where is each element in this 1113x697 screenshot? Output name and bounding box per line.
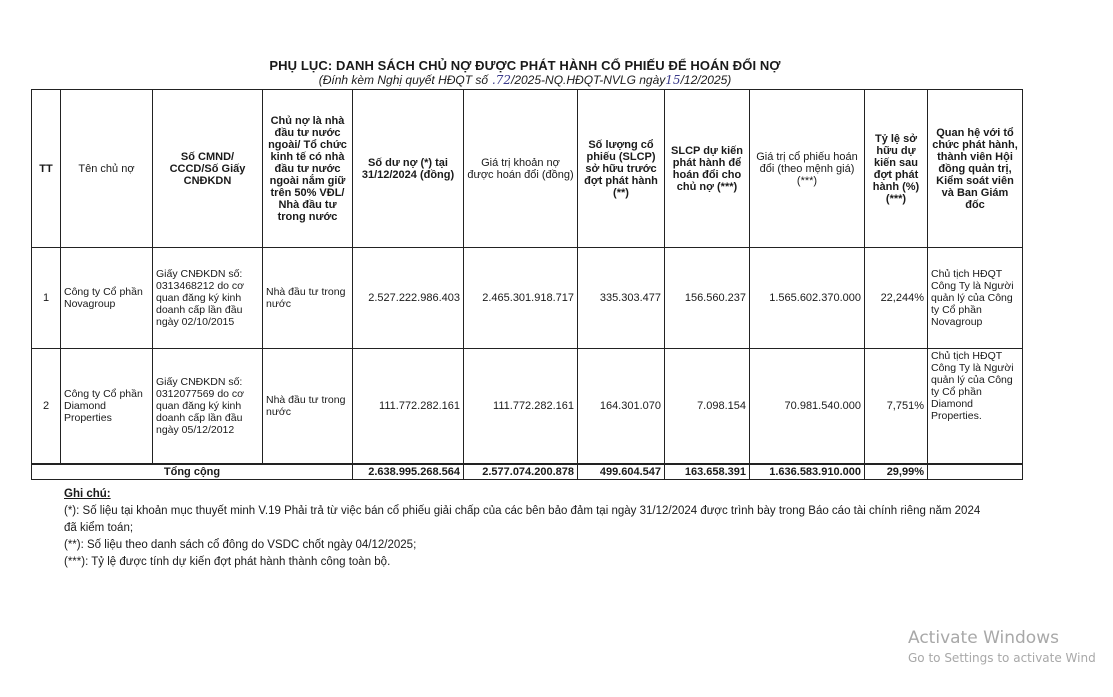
note-item: (**): Số liệu theo danh sách cổ đông do VSDC chốt ngày 04/12/2025; [64,539,417,551]
row-creditor-name: Công ty Cổ phần Novagroup [61,248,153,349]
row-id: Giấy CNĐKDN số: 0312077569 do cơ quan đăng ký kinh doanh cấp lần đầu ngày 05/12/2012 [153,349,263,464]
total-ownership-after: 29,99% [865,464,928,480]
total-shares-to-issue: 163.658.391 [665,464,750,480]
row-swap-value: 2.465.301.918.717 [464,248,578,349]
row-debt-balance: 111.772.282.161 [353,349,464,464]
header-debt-balance: Số dư nợ (*) tại 31/12/2024 (đồng) [353,90,464,248]
watermark-title: Activate Windows [908,628,1059,648]
row-par-value: 70.981.540.000 [750,349,865,464]
header-shares-before: Số lượng cổ phiếu (SLCP) sở hữu trước đợt phát hành (**) [578,90,665,248]
note-item: (***): Tỷ lệ được tính dự kiến đợt phát hành thành công toàn bộ. [64,556,391,568]
row-debt-balance: 2.527.222.986.403 [353,248,464,349]
row-ownership-after: 7,751% [865,349,928,464]
document-subtitle [0,73,1050,87]
header-shares-to-issue: SLCP dự kiến phát hành để hoán đổi cho chủ nợ (***) [665,90,750,248]
header-investor-type: Chủ nợ là nhà đầu tư nước ngoài/ Tổ chức kinh tế có nhà đầu tư nước ngoài nắm giữ trên 50% VĐL/ Nhà đầu tư trong nước [263,90,353,248]
header-relationship: Quan hệ với tổ chức phát hành, thành viên Hội đồng quản trị, Kiểm soát viên và Ban Giám đốc [928,90,1023,248]
subtitle-prefix: (Đính kèm Nghị quyết HĐQT số [318,73,489,87]
subtitle-suffix: /12/2025) [680,73,732,87]
document-title: PHỤ LỤC: DANH SÁCH CHỦ NỢ ĐƯỢC PHÁT HÀNH CỔ PHIẾU ĐỂ HOÁN ĐỔI NỢ [269,58,781,73]
activation-watermark [908,628,1096,665]
notes-title: Ghi chú: [64,488,111,500]
row-shares-before: 164.301.070 [578,349,665,464]
header-swap-value: Giá trị khoản nợ được hoán đổi (đồng) [464,90,578,248]
header-tt: TT [32,90,61,248]
table-row [32,248,1023,349]
row-id: Giấy CNĐKDN số: 0313468212 do cơ quan đăng ký kinh doanh cấp lần đầu ngày 02/10/2015 [153,248,263,349]
total-swap-value: 2.577.074.200.878 [464,464,578,480]
creditor-table [31,89,1023,480]
row-relationship: Chủ tịch HĐQT Công Ty là Người quản lý của Công ty Cổ phần Novagroup [928,248,1023,349]
row-shares-to-issue: 7.098.154 [665,349,750,464]
notes-section [64,486,984,571]
header-creditor-name: Tên chủ nợ [61,90,153,248]
watermark-subtitle: Go to Settings to activate Wind [908,651,1096,665]
row-ownership-after: 22,244% [865,248,928,349]
total-debt-balance: 2.638.995.268.564 [353,464,464,480]
resolution-day: 15 [665,73,681,87]
header-par-value: Giá trị cổ phiếu hoán đổi (theo mệnh giá) (***) [750,90,865,248]
header-id: Số CMND/ CCCD/Số Giấy CNĐKDN [153,90,263,248]
row-creditor-name: Công ty Cổ phần Diamond Properties [61,349,153,464]
total-empty-cell [928,464,1023,480]
row-shares-before: 335.303.477 [578,248,665,349]
note-item: (*): Số liệu tại khoản mục thuyết minh V.19 Phải trả từ việc bán cổ phiếu giải chấp của các bên bảo đảm tại ngày 31/12/2024 được trình bày trong Báo cáo tài chính riêng năm 2024 đã kiểm toán; [64,505,981,534]
total-label: Tổng cộng [32,464,353,480]
header-ownership-after: Tỷ lệ sở hữu dự kiến sau đợt phát hành (%) (***) [865,90,928,248]
row-par-value: 1.565.602.370.000 [750,248,865,349]
table-header-row [32,90,1023,248]
table-row [32,349,1023,464]
row-relationship: Chủ tịch HĐQT Công Ty là Người quản lý của Công ty Cổ phần Diamond Properties. [928,349,1023,464]
total-shares-before: 499.604.547 [578,464,665,480]
row-shares-to-issue: 156.560.237 [665,248,750,349]
total-par-value: 1.636.583.910.000 [750,464,865,480]
row-tt: 1 [32,248,61,349]
total-row [32,464,1023,480]
row-swap-value: 111.772.282.161 [464,349,578,464]
subtitle-mid: /2025-NQ.HĐQT-NVLG ngày [511,73,666,87]
resolution-number: .72 [488,73,511,87]
row-investor-type: Nhà đầu tư trong nước [263,349,353,464]
row-investor-type: Nhà đầu tư trong nước [263,248,353,349]
row-tt: 2 [32,349,61,464]
